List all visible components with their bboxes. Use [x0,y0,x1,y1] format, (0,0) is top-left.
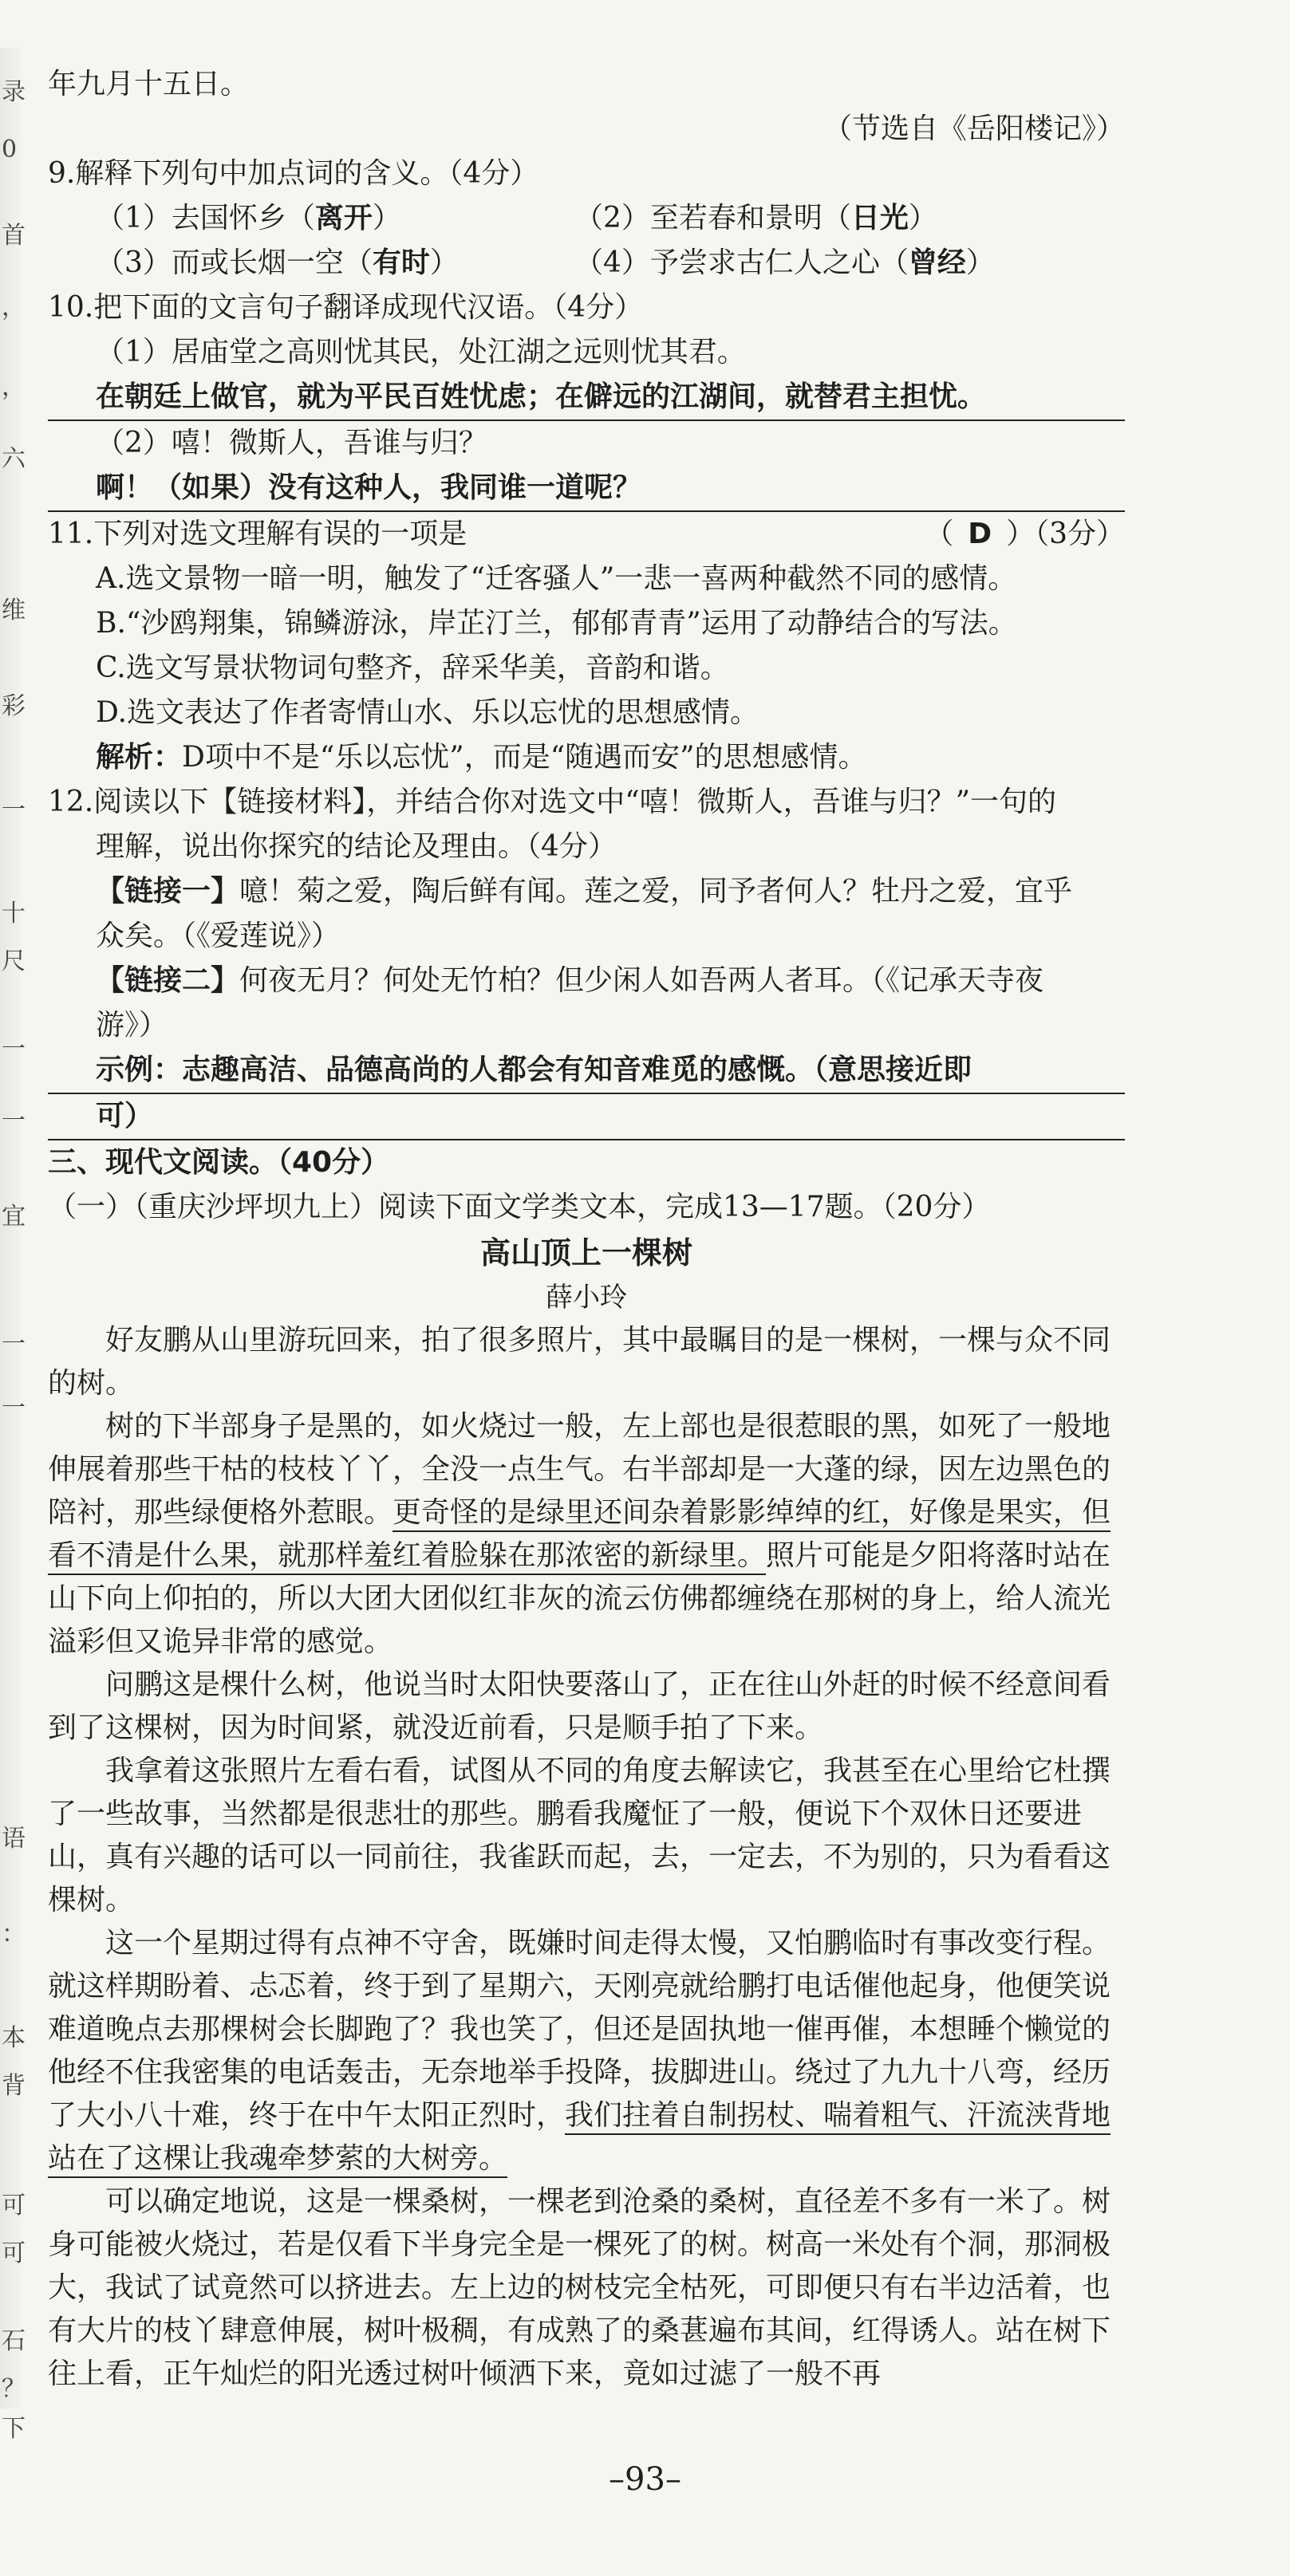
binding-margin [0,48,26,2443]
page-content [48,62,1125,2396]
margin-glyph: 维 [2,597,26,624]
article-paragraph: 问鹏这是棵什么树，他说当时太阳快要落山了，正在往山外赶的时候不经意间看到了这棵树，因为时间紧，就没近前看，只是顺手拍了下来。 [48,1668,1111,1744]
margin-glyph: 语 [2,1825,26,1853]
question-11-answer-box [925,512,1125,557]
margin-glyph: 可 [2,2192,26,2220]
margin-glyph: ， [2,293,26,321]
margin-glyph: 一 [2,1035,26,1063]
paragraph-text: 这一个星期过得有点神不守舍，既嫌时间走得太慢，又怕鹏临时有事改变行程。就这样期盼着、忐忑着，终于到了星期六，天刚亮就给鹏打电话催他起身，他便笑说难道晚点去那棵树会长脚跑了？我也笑了，但还是固执地一催再催，本想睡个懒觉的他经不住我密集的电话轰击，无奈地举手投降，拔脚进山。绕过了九九十八弯，经历了大小八十难，终于在中午太阳正烈时， [48,1927,1111,2132]
question-12-answer: 示例：志趣高洁、品德高尚的人都会有知音难觅的感慨。（意思接近即 [48,1048,1125,1094]
article-author: 薛小玲 [546,1282,627,1314]
analysis-text: D项中不是“乐以忘忧”，而是“随遇而安”的思想感情。 [182,741,867,774]
paragraph-text: 树的下半部身子是黑的，如火烧过一般，左上部也是很惹眼的黑，如死了一般地伸展着那些干枯的枝枝丫丫，全没一点生气。右半部却是一大蓬的绿，因左边黑色的陪衬，那些绿便格外惹眼。 [48,1410,1111,1529]
link-2 [48,959,1125,1003]
margin-glyph: 0 [2,136,18,163]
section-3-part-1: （一）（重庆沙坪坝九上）阅读下面文学类文本，完成13—17题。（20分） [48,1191,991,1223]
item-text: （1）去国怀乡（ [96,202,315,234]
article-paragraph [48,1922,1125,2180]
paragraph-text: 照片可能是夕阳将落时站在山下向上仰拍的，所以大团大团似红非灰的流云仿佛都缠绕在那树的身上，给人流光溢彩但又诡异非常的感觉。 [48,1539,1111,1658]
link-1-text: 噫！菊之爱，陶后鲜有闻。莲之爱，同予者何人？牡丹之爱，宜乎 [239,875,1073,908]
question-12-answer-cont: 可） [48,1094,1125,1140]
option-b: B.“沙鸥翔集，锦鳞游泳，岸芷汀兰，郁郁青青”运用了动静结合的写法。 [96,607,1017,640]
answer-text: 离开 [314,202,373,234]
item-text: （4）予尝求古仁人之心（ [574,246,909,279]
margin-glyph: ？ [2,2375,26,2403]
close-paren: ） [429,246,459,279]
margin-glyph: 一 [2,1394,26,1422]
link-1-label: 【链接一】 [96,875,240,908]
link-2-cont: 游》） [96,1009,168,1042]
paren-close: ）（3分） [1006,518,1125,550]
question-9-row-2 [48,241,1125,286]
margin-glyph: 彩 [2,692,26,720]
margin-glyph: 一 [2,796,26,824]
item-text: （3）而或长烟一空（ [96,246,373,279]
article-paragraph: 可以确定地说，这是一棵桑树，一棵老到沧桑的桑树，直径差不多有一米了。树身可能被火烧过，若是仅看下半身完全是一棵死了的树。树高一米处有个洞，那洞极大，我试了试竟然可以挤进去。左上边的树枝完全枯死，可即便只有右半边活着，也有大片的枝丫肆意伸展，树叶极稠，有成熟了的桑葚遍布其间，红得诱人。站在树下往上看，正午灿烂的阳光透过树叶倾洒下来，竟如过滤了一般不再 [48,2185,1111,2390]
article-paragraph: 好友鹏从山里游玩回来，拍了很多照片，其中最瞩目的是一棵树，一棵与众不同的树。 [48,1324,1111,1400]
link-2-text: 何夜无月？何处无竹柏？但少闲人如吾两人者耳。（《记承天寺夜 [239,964,1044,997]
section-3-heading: 三、现代文阅读。（40分） [48,1146,390,1179]
underlined-sentence: 更奇怪的是绿里还间杂着影影绰绰的红，好像是果实，但看不清是什么果，就那样羞红着脸躲在那浓密的新绿里。 [48,1496,1111,1575]
question-9: 9.解释下列句中加点词的含义。（4分） [48,157,539,190]
question-9-item-4 [574,241,995,286]
answer-text: D [968,518,992,550]
question-9-item-3 [96,241,574,286]
question-9-item-2 [574,196,937,241]
margin-glyph: 十 [2,900,26,928]
margin-glyph: 可 [2,2239,26,2267]
margin-glyph: 本 [2,2024,26,2052]
source-note: （节选自《岳阳楼记》） [823,112,1125,145]
question-9-item-1 [96,196,574,241]
margin-glyph: 背 [2,2072,26,2100]
item-text: （2）至若春和景明（ [574,202,851,234]
margin-glyph: 首 [2,222,26,250]
margin-glyph: 六 [2,445,26,473]
link-1 [48,869,1125,914]
margin-glyph: 尺 [2,947,26,975]
question-10: 10.把下面的文言句子翻译成现代汉语。（4分） [48,291,644,324]
question-12: 12.阅读以下【链接材料】，并结合你对选文中“嘻！微斯人，吾谁与归？”一句的 [48,786,1057,818]
answer-text: 有时 [372,246,430,279]
option-c: C.选文写景状物词句整齐，辞采华美，音韵和谐。 [96,652,729,684]
answer-text: 日光 [850,202,909,234]
question-11 [48,512,1125,557]
margin-glyph: 录 [2,78,26,106]
question-10-answer-2: 啊！（如果）没有这种人，我同谁一道呢？ [48,466,1125,512]
margin-glyph: 石 [2,2327,26,2355]
link-2-label: 【链接二】 [96,964,240,997]
link-1-cont: 众矣。（《爱莲说》） [96,920,341,952]
article-title: 高山顶上一棵树 [479,1235,692,1270]
question-10-item-1: （1）居庙堂之高则忧其民，处江湖之远则忧其君。 [96,336,746,368]
article-paragraph: 我拿着这张照片左看右看，试图从不同的角度去解读它，我甚至在心里给它杜撰了一些故事，当然都是很悲壮的那些。鹏看我魔怔了一般，便说下个双休日还要进山，真有兴趣的话可以一同前往，我雀跃而起，去，一定去，不为别的，只为看看这棵树。 [48,1755,1111,1916]
close-paren: ） [965,246,995,279]
close-paren: ） [372,202,401,234]
margin-glyph: 一 [2,1107,26,1135]
answer-text: 曾经 [908,246,966,279]
question-11-text: 11.下列对选文理解有误的一项是 [48,518,467,550]
option-d: D.选文表达了作者寄情山水、乐以忘忧的思想感情。 [96,696,759,729]
question-12-cont: 理解，说出你探究的结论及理由。（4分） [96,830,617,863]
margin-glyph: ， [2,373,26,401]
paren-open: （ [925,518,954,550]
close-paren: ） [908,202,937,234]
margin-glyph: 一 [2,1330,26,1358]
text-line: 年九月十五日。 [48,68,250,100]
option-a: A.选文景物一暗一明，触发了“迁客骚人”一悲一喜两种截然不同的感情。 [96,562,1017,595]
margin-glyph: ： [2,1920,26,1948]
question-10-item-2: （2）嘻！微斯人，吾谁与归？ [96,427,487,459]
page-number: –93– [609,2461,681,2498]
margin-glyph: 宜 [2,1203,26,1231]
question-9-row-1 [48,196,1125,241]
question-10-answer-1: 在朝廷上做官，就为平民百姓忧虑；在僻远的江湖间，就替君主担忧。 [48,375,1125,421]
question-11-analysis [48,735,1125,780]
margin-glyph: 下 [2,2415,26,2443]
analysis-label: 解析： [96,741,183,774]
article-paragraph [48,1405,1125,1664]
underlined-sentence: 我们拄着自制拐杖、喘着粗气、汗流浃背地站在了这棵让我魂牵梦萦的大树旁。 [48,2099,1111,2178]
